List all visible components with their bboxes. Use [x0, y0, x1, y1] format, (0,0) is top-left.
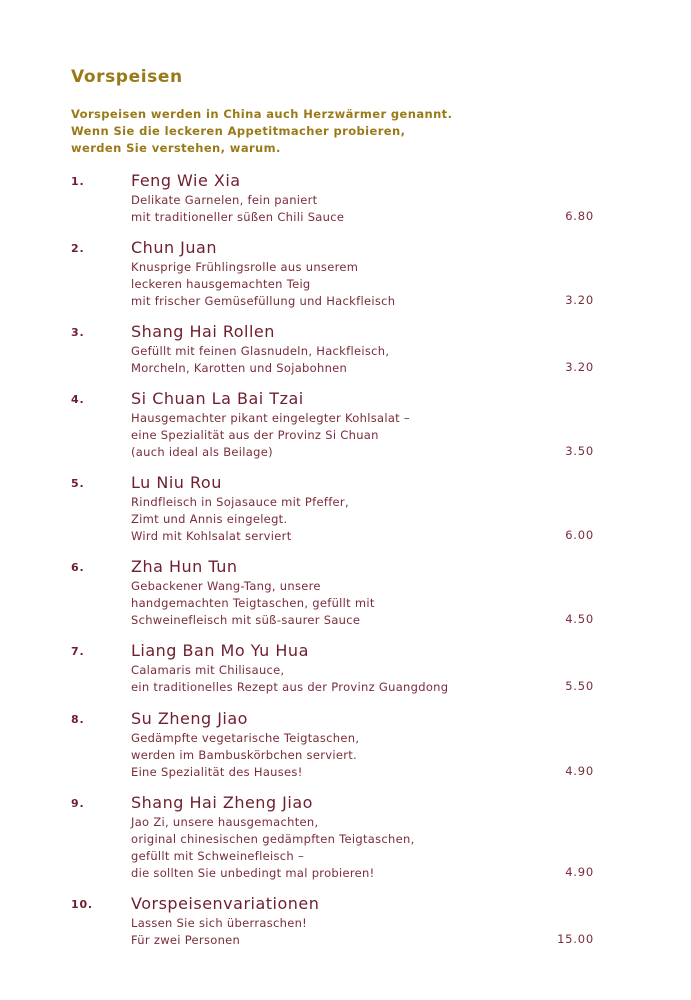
description-line: Jao Zi, unsere hausgemachten,: [131, 815, 319, 829]
item-name: Vorspeisenvariationen: [131, 894, 320, 913]
item-name: Su Zheng Jiao: [131, 709, 248, 728]
description-line: Gebackener Wang-Tang, unsere: [131, 579, 321, 593]
item-number: 3.: [71, 326, 85, 339]
item-number: 2.: [71, 242, 85, 255]
item-number: 5.: [71, 477, 85, 490]
item-description: [131, 343, 389, 377]
item-description: [131, 662, 448, 696]
description-line: mit frischer Gemüsefüllung und Hackfleisch: [131, 294, 396, 308]
item-description: [131, 494, 349, 545]
item-number: 9.: [71, 797, 85, 810]
item-name: Shang Hai Zheng Jiao: [131, 793, 313, 812]
item-name: Liang Ban Mo Yu Hua: [131, 641, 309, 660]
item-description: [131, 730, 359, 781]
description-line: handgemachten Teigtaschen, gefüllt mit: [131, 596, 375, 610]
description-line: Delikate Garnelen, fein paniert: [131, 193, 318, 207]
item-description: [131, 915, 307, 949]
description-line: werden im Bambuskörbchen serviert.: [131, 748, 358, 762]
description-line: eine Spezialität aus der Provinz Si Chuan: [131, 428, 379, 442]
item-price: 5.50: [565, 679, 594, 693]
description-line: leckeren hausgemachten Teig: [131, 277, 311, 291]
item-number: 8.: [71, 713, 85, 726]
item-name: Shang Hai Rollen: [131, 322, 275, 341]
intro-line: werden Sie verstehen, warum.: [71, 141, 281, 155]
item-name: Si Chuan La Bai Tzai: [131, 389, 304, 408]
description-line: (auch ideal als Beilage): [131, 445, 273, 459]
item-price: 4.50: [565, 612, 594, 626]
item-price: 15.00: [557, 932, 594, 946]
description-line: gefüllt mit Schweinefleisch –: [131, 849, 305, 863]
item-price: 4.90: [565, 865, 594, 879]
item-price: 3.20: [565, 293, 594, 307]
description-line: Zimt und Annis eingelegt.: [131, 512, 288, 526]
item-description: [131, 192, 344, 226]
item-price: 6.00: [565, 528, 594, 542]
description-line: Wird mit Kohlsalat serviert: [131, 529, 292, 543]
description-line: Calamaris mit Chilisauce,: [131, 663, 285, 677]
description-line: Schweinefleisch mit süß-saurer Sauce: [131, 613, 361, 627]
description-line: Eine Spezialität des Hauses!: [131, 765, 303, 779]
description-line: Gedämpfte vegetarische Teigtaschen,: [131, 731, 360, 745]
item-number: 4.: [71, 393, 85, 406]
intro-text: [71, 106, 452, 157]
description-line: Hausgemachter pikant eingelegter Kohlsalat –: [131, 411, 410, 425]
item-name: Feng Wie Xia: [131, 171, 241, 190]
item-name: Chun Juan: [131, 238, 217, 257]
intro-line: Vorspeisen werden in China auch Herzwärmer genannt.: [71, 107, 453, 121]
item-description: [131, 578, 375, 629]
description-line: Rindfleisch in Sojasauce mit Pfeffer,: [131, 495, 349, 509]
description-line: ein traditionelles Rezept aus der Provinz Guangdong: [131, 680, 449, 694]
description-line: original chinesischen gedämpften Teigtaschen,: [131, 832, 415, 846]
description-line: Für zwei Personen: [131, 933, 241, 947]
page-title: Vorspeisen: [71, 67, 183, 87]
item-number: 10.: [71, 898, 93, 911]
item-description: [131, 410, 410, 461]
item-name: Zha Hun Tun: [131, 557, 238, 576]
item-description: [131, 814, 415, 882]
description-line: mit traditioneller süßen Chili Sauce: [131, 210, 345, 224]
description-line: Morcheln, Karotten und Sojabohnen: [131, 361, 348, 375]
item-number: 6.: [71, 561, 85, 574]
item-price: 3.50: [565, 444, 594, 458]
item-number: 7.: [71, 645, 85, 658]
description-line: Gefüllt mit feinen Glasnudeln, Hackfleisch,: [131, 344, 390, 358]
description-line: Lassen Sie sich überraschen!: [131, 916, 308, 930]
item-price: 3.20: [565, 360, 594, 374]
intro-line: Wenn Sie die leckeren Appetitmacher probieren,: [71, 124, 406, 138]
item-name: Lu Niu Rou: [131, 473, 222, 492]
description-line: die sollten Sie unbedingt mal probieren!: [131, 866, 375, 880]
item-price: 6.80: [565, 209, 594, 223]
item-price: 4.90: [565, 764, 594, 778]
item-number: 1.: [71, 175, 85, 188]
description-line: Knusprige Frühlingsrolle aus unserem: [131, 260, 359, 274]
item-description: [131, 259, 395, 310]
